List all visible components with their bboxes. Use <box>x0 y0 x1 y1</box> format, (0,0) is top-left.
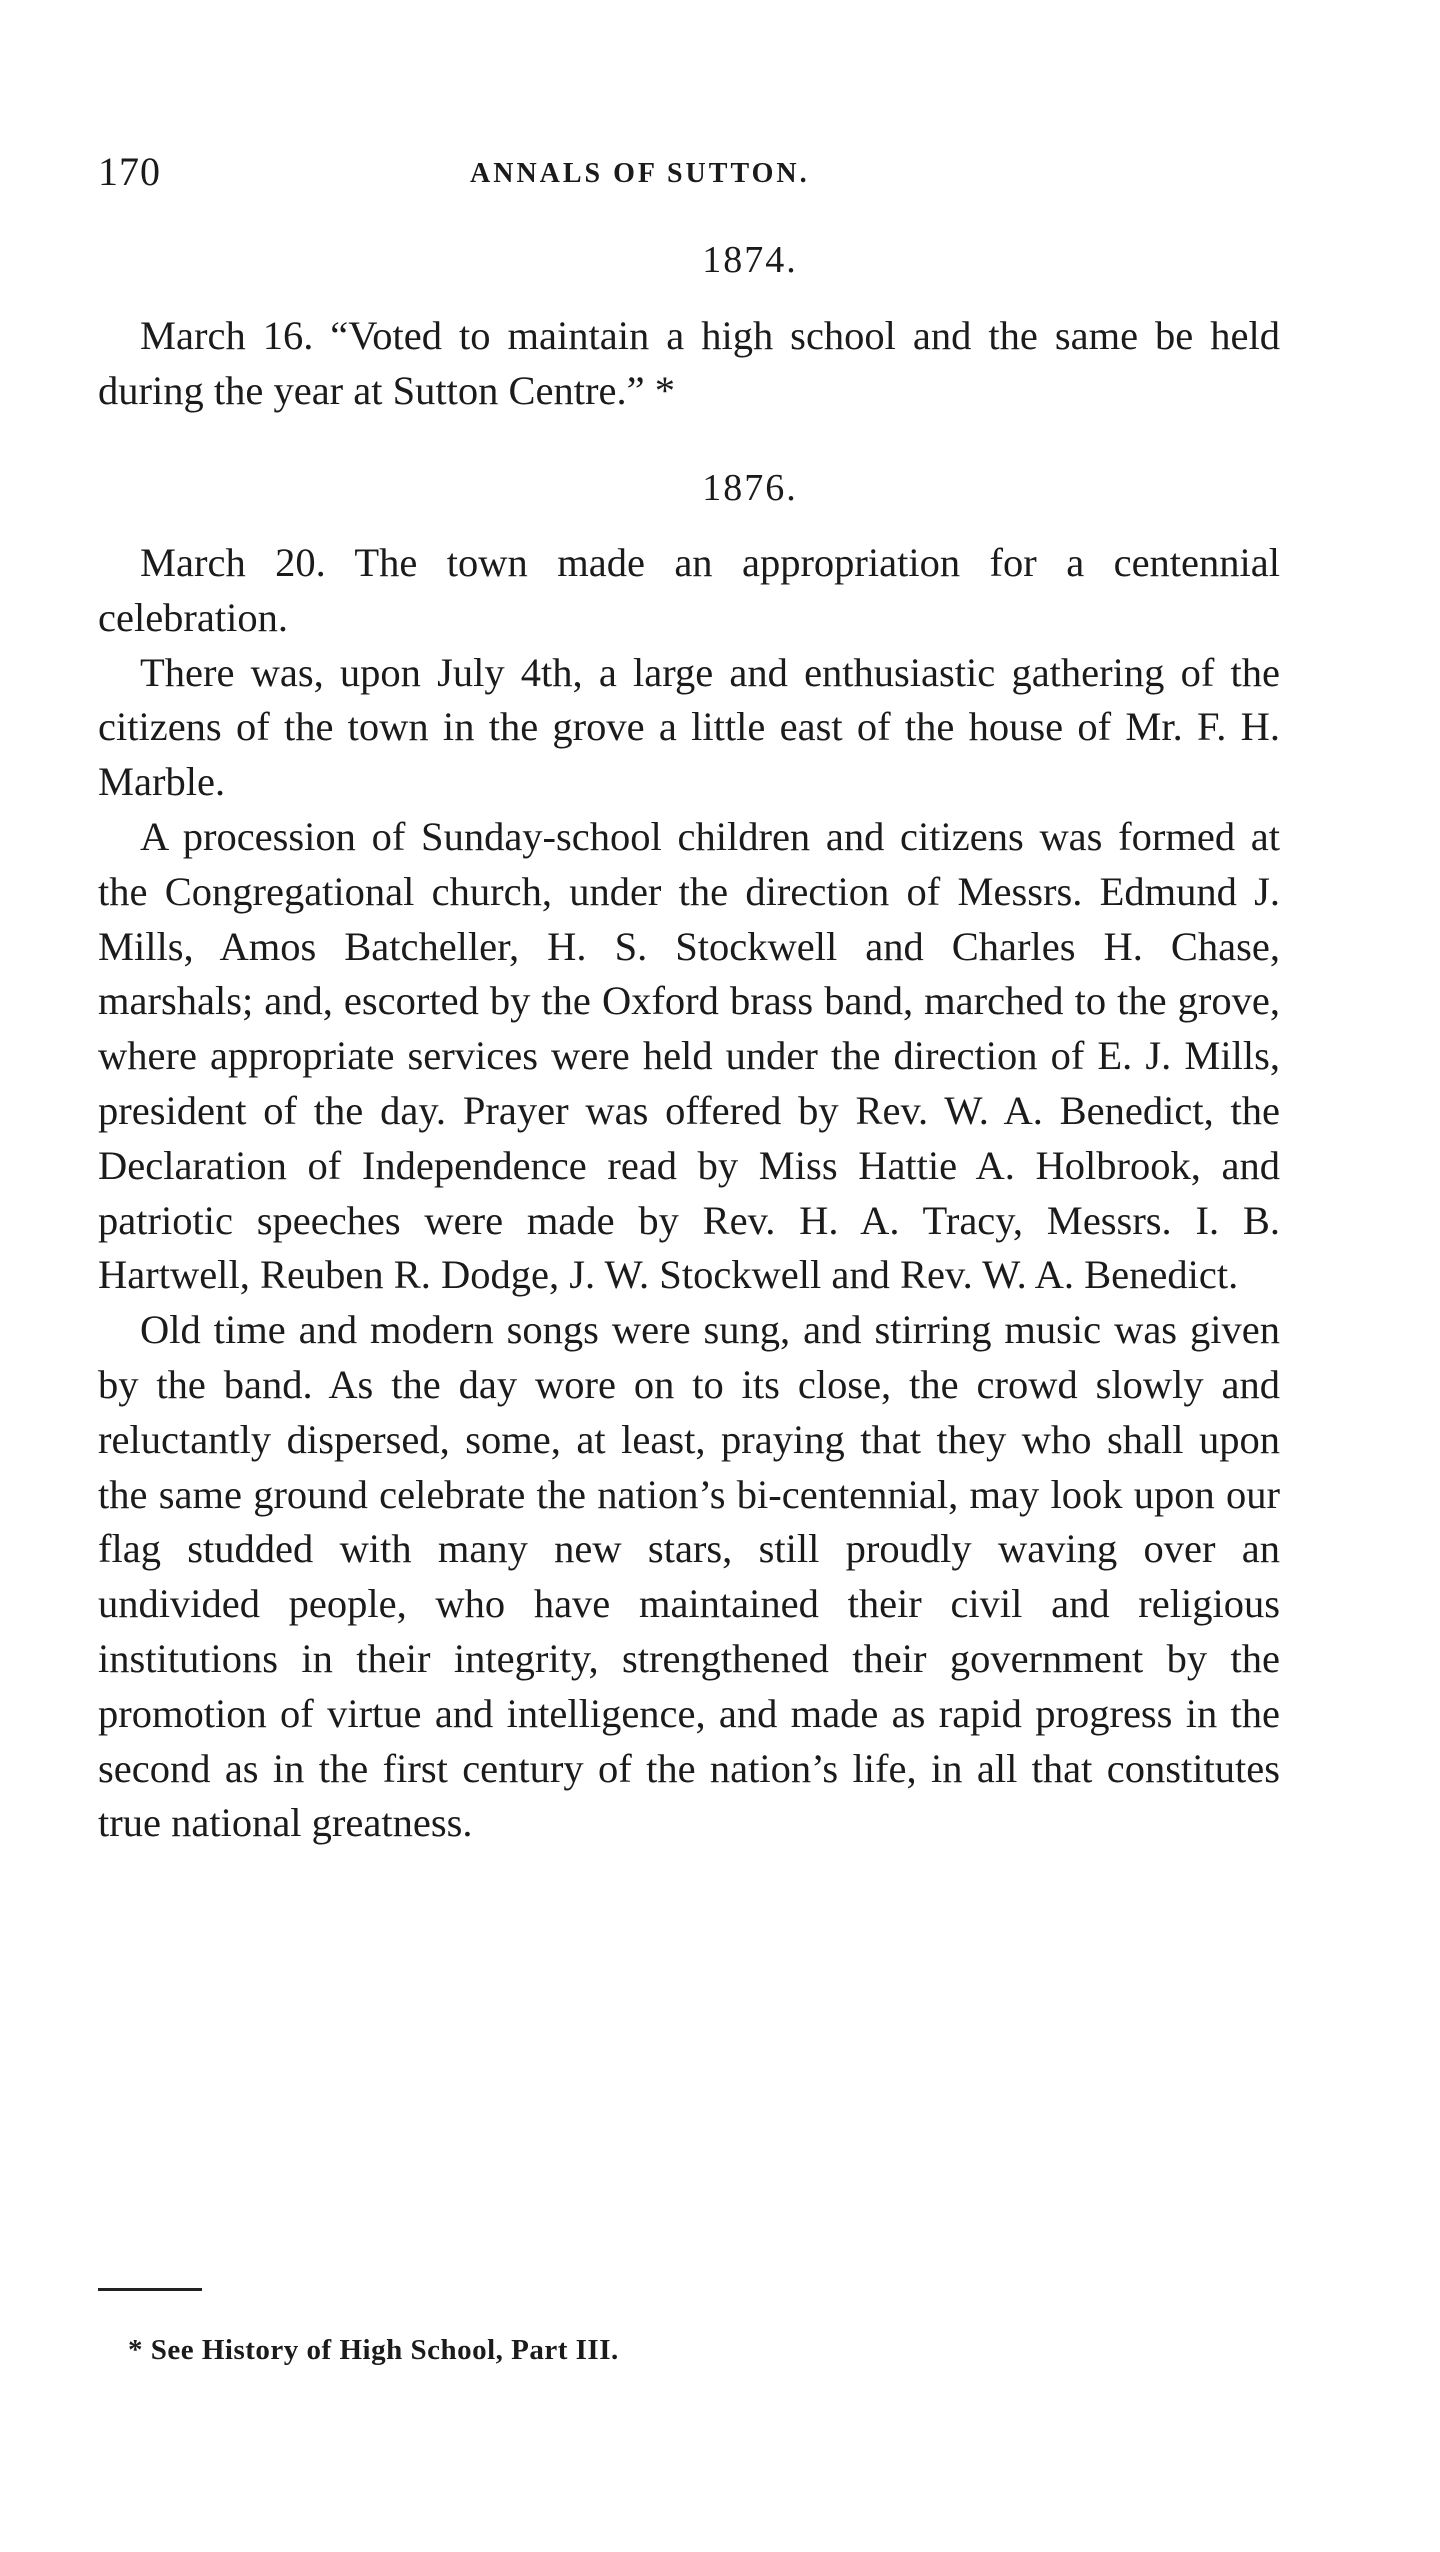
running-title: ANNALS OF SUTTON. <box>470 158 810 189</box>
year-heading-1874: 1874. <box>702 239 798 281</box>
page-number: 170 <box>98 149 161 194</box>
footnote-rule <box>98 2288 202 2291</box>
year-heading-1876: 1876. <box>702 467 798 509</box>
footnote: * See History of High School, Part III. <box>128 2334 619 2366</box>
paragraph: There was, upon July 4th, a large and enthusiastic gathering of the citizens of the town in the grove a little east of the house of Mr. F. H. Marble. <box>98 649 1280 805</box>
paragraph: March 20. The town made an appropriation for a centennial celebration. <box>98 540 1280 640</box>
paragraph: March 16. “Voted to maintain a high school and the same be held during the year at Sutton Centre.” * <box>98 313 1280 413</box>
running-head <box>98 148 1278 198</box>
paragraph: Old time and modern songs were sung, and stirring music was given by the band. As the day wore on to its close, the crowd slowly and reluctantly dispersed, some, at least, praying that they who shall upon the same ground celebrate the nation’s bi-centennial, may look upon our flag studded with many new stars, still proudly waving over an undivided people, who have maintained their civil and religious institutions in their integrity, strengthened their government by the promotion of virtue and intelligence, and made as rapid progress in the second as in the first century of the nation’s life, in all that constitutes true national greatness. <box>98 1307 1280 1846</box>
section-1876-text <box>98 536 1280 1851</box>
paragraph: A procession of Sunday-school children and citizens was formed at the Congregational church, under the direction of Messrs. Edmund J. Mills, Amos Batcheller, H. S. Stockwell and Charles H. Chase, marshals; and, escorted by the Oxford brass band, marched to the grove, where appropriate services were held under the direction of E. J. Mills, president of the day. Prayer was offered by Rev. W. A. Benedict, the Declaration of Independence read by Miss Hattie A. Holbrook, and patriotic speeches were made by Rev. H. A. Tracy, Messrs. I. B. Hartwell, Reuben R. Dodge, J. W. Stockwell and Rev. W. A. Benedict. <box>98 813 1280 1298</box>
section-1874-text <box>98 309 1280 419</box>
